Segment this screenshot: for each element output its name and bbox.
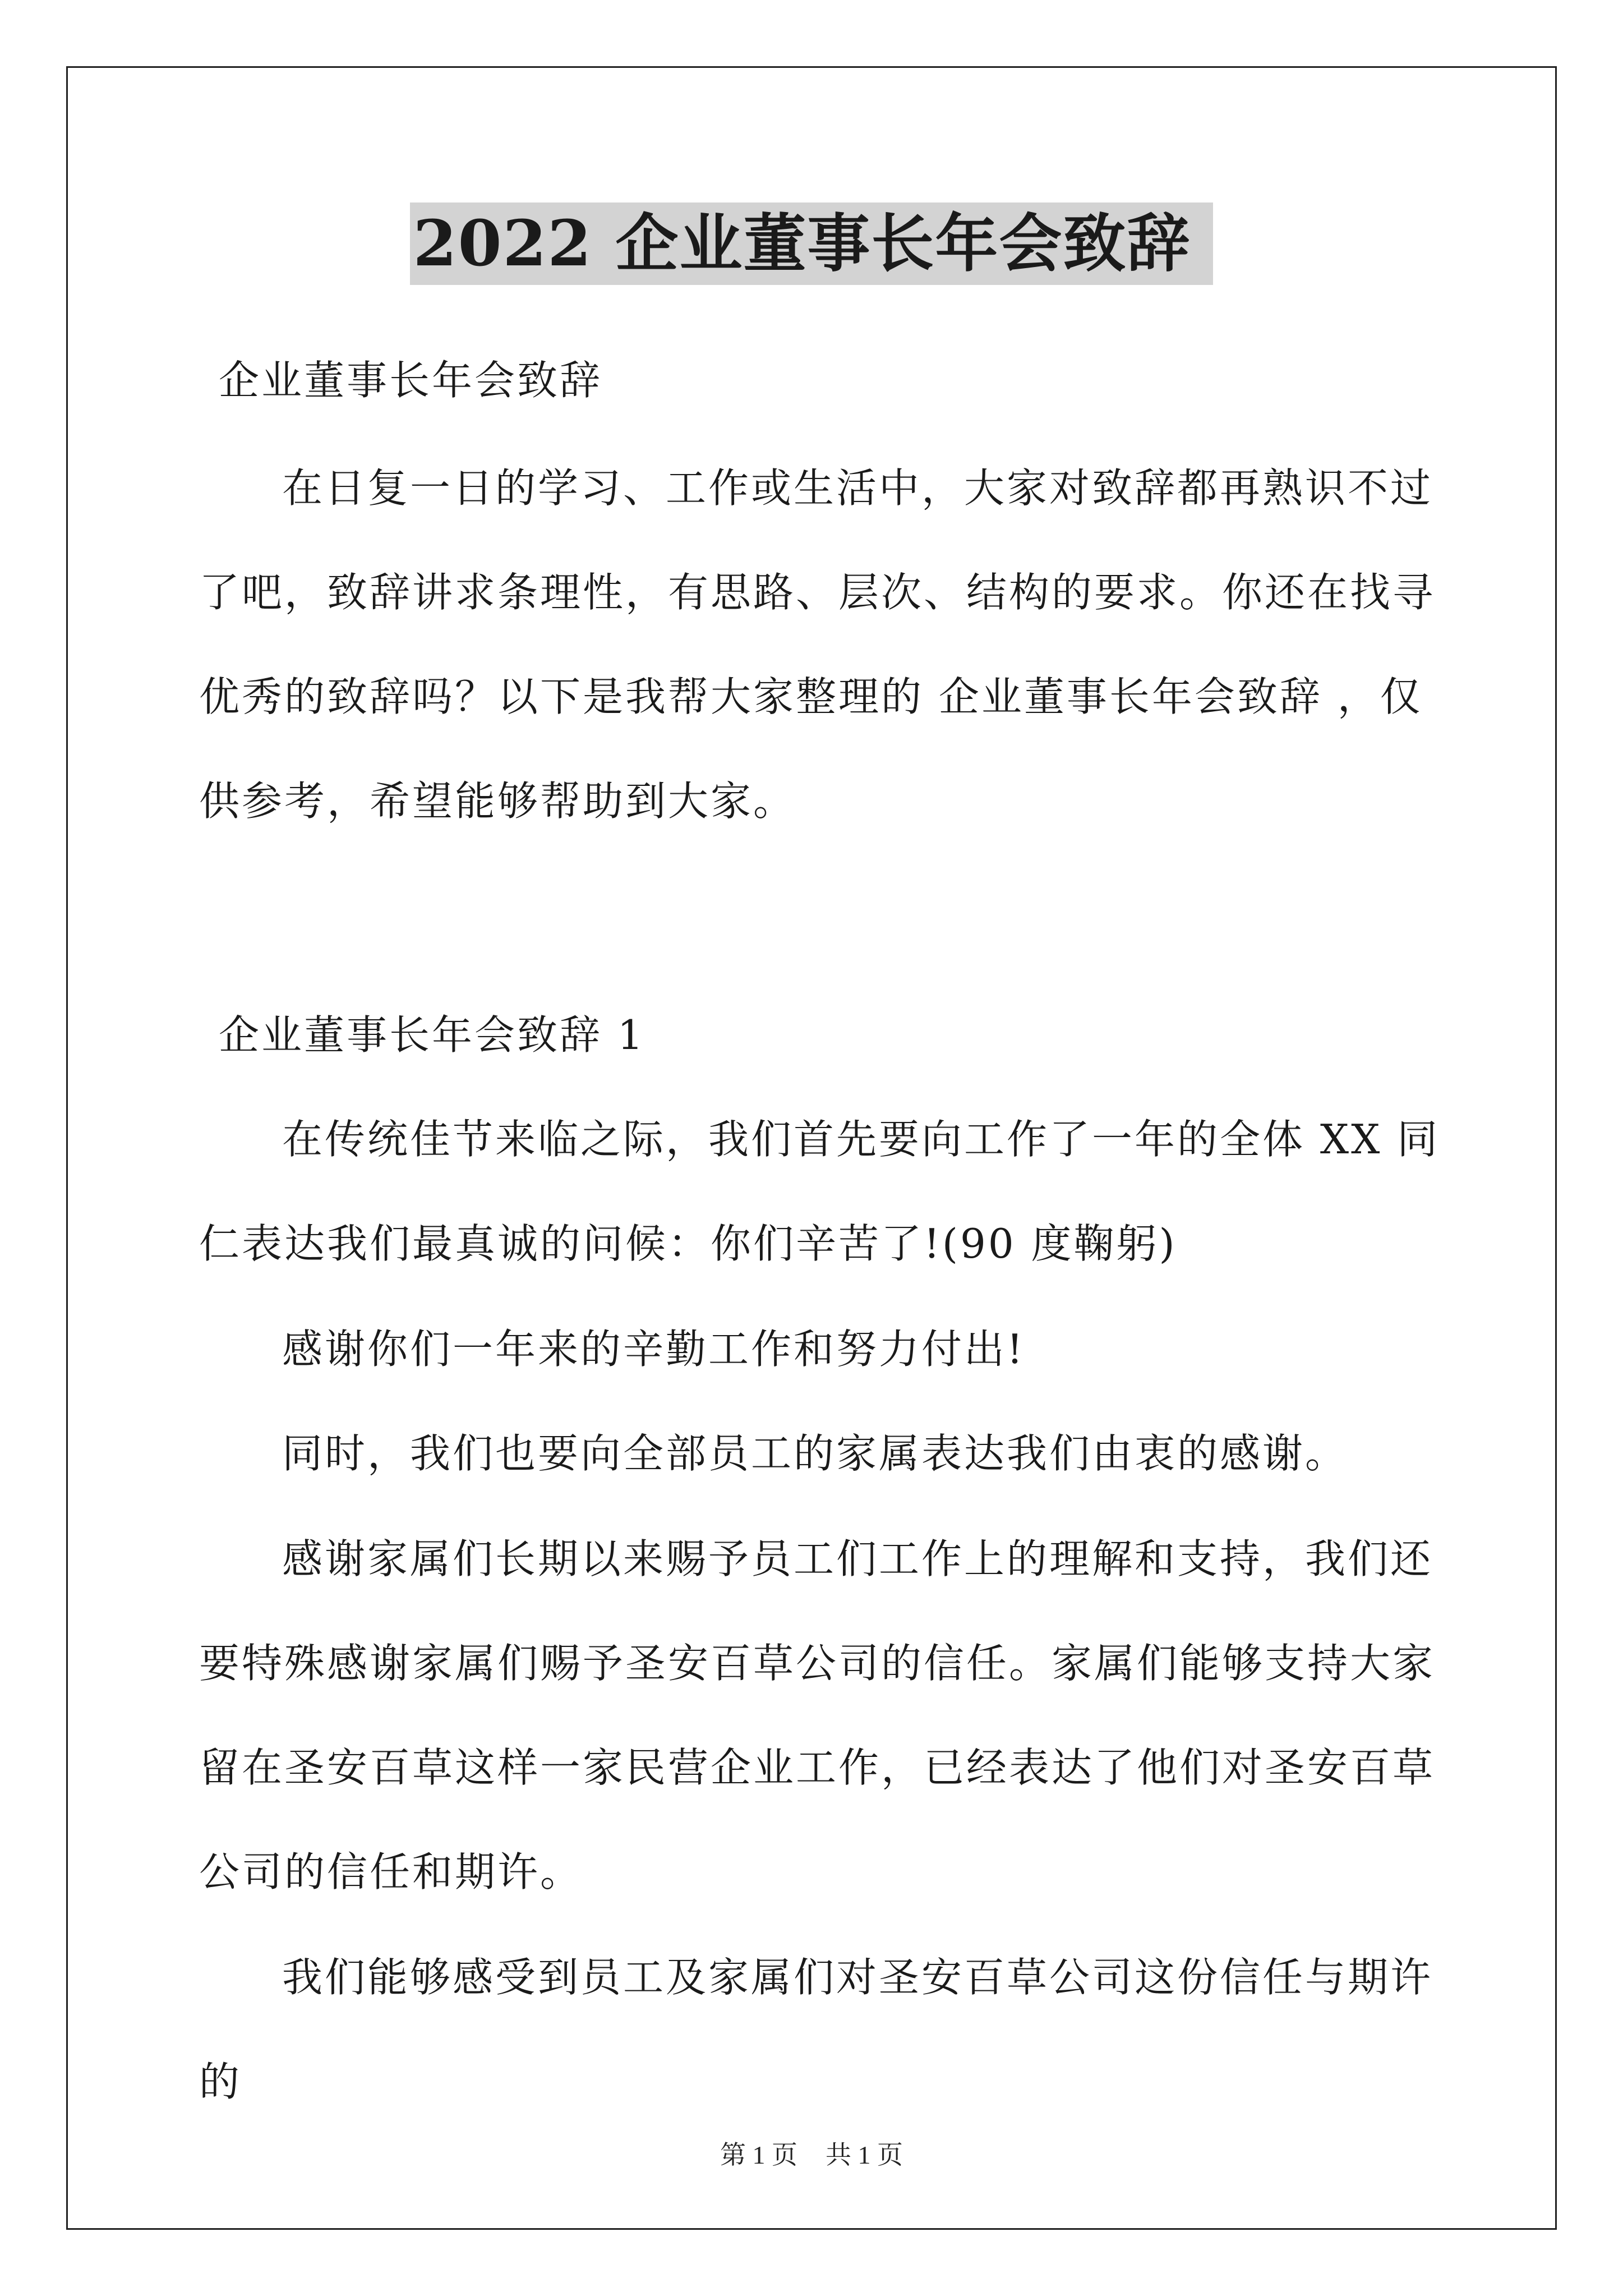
- paragraph-4: 感谢家属们长期以来赐予员工们工作上的理解和支持，我们还要特殊感谢家属们赐予圣安百草公司的信任。家属们能够支持大家留在圣安百草这样一家民营企业工作，已经表达了他们对圣安百草公司的信任和期许。: [199, 1535, 1436, 1895]
- page-footer: [0, 2134, 1623, 2171]
- paragraph-1: 在传统佳节来临之际，我们首先要向工作了一年的全体 XX 同仁表达我们最真诚的问候：你们辛苦了!(90 度鞠躬): [199, 1116, 1440, 1267]
- page-total: 共 1 页: [826, 2141, 903, 2169]
- document-subtitle: 企业董事长年会致辞: [219, 357, 603, 404]
- document-title-text: 2022 企业董事长年会致辞: [410, 203, 1214, 285]
- document-title: [0, 202, 1623, 286]
- paragraph-3: 同时，我们也要向全部员工的家属表达我们由衷的感谢。: [282, 1430, 1348, 1477]
- paragraph-5: 我们能够感受到员工及家属们对圣安百草公司这份信任与期许的: [199, 1954, 1433, 2105]
- page-number: 第 1 页: [720, 2141, 797, 2169]
- intro-paragraph: 在日复一日的学习、工作或生活中，大家对致辞都再熟识不过了吧，致辞讲求条理性，有思路、层次、结构的要求。你还在找寻优秀的致辞吗？以下是我帮大家整理的 企业董事长年会致辞 ，仅供参考，希望能够帮助到大家。: [199, 464, 1436, 825]
- paragraph-2: 感谢你们一年来的辛勤工作和努力付出!: [282, 1326, 1025, 1373]
- section-heading: 企业董事长年会致辞 1: [219, 1011, 645, 1059]
